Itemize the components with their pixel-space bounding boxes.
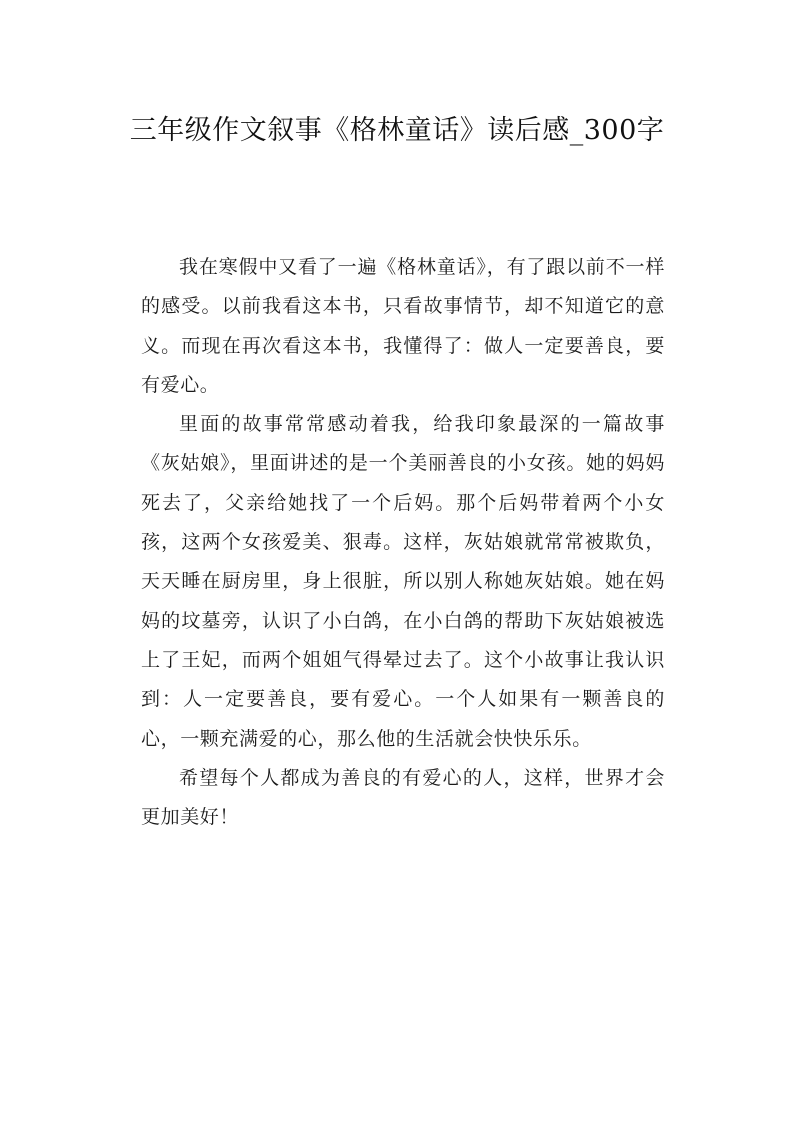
paragraph-2: 里面的故事常常感动着我，给我印象最深的一篇故事《灰姑娘》，里面讲述的是一个美丽善良的小女孩。她的妈妈死去了，父亲给她找了一个后妈。那个后妈带着两个小女孩，这两个女孩爱美、狠毒。这样，灰姑娘就常常被欺负，天天睡在厨房里，身上很脏，所以别人称她灰姑娘。她在妈妈的坟墓旁，认识了小白鸽，在小白鸽的帮助下灰姑娘被选上了王妃，而两个姐姐气得晕过去了。这个小故事让我认识到：人一定要善良，要有爱心。一个人如果有一颗善良的心，一颗充满爱的心，那么他的生活就会快快乐乐。	[141, 413, 665, 750]
paragraph-1: 我在寒假中又看了一遍《格林童话》，有了跟以前不一样的感受。以前我看这本书，只看故事情节，却不知道它的意义。而现在再次看这本书，我懂得了：做人一定要善良，要有爱心。	[141, 256, 665, 396]
paragraph-3: 希望每个人都成为善良的有爱心的人，这样，世界才会更加美好！	[141, 766, 665, 829]
article-body	[141, 248, 665, 837]
page-title: 三年级作文叙事《格林童话》读后感_300字	[129, 115, 665, 146]
